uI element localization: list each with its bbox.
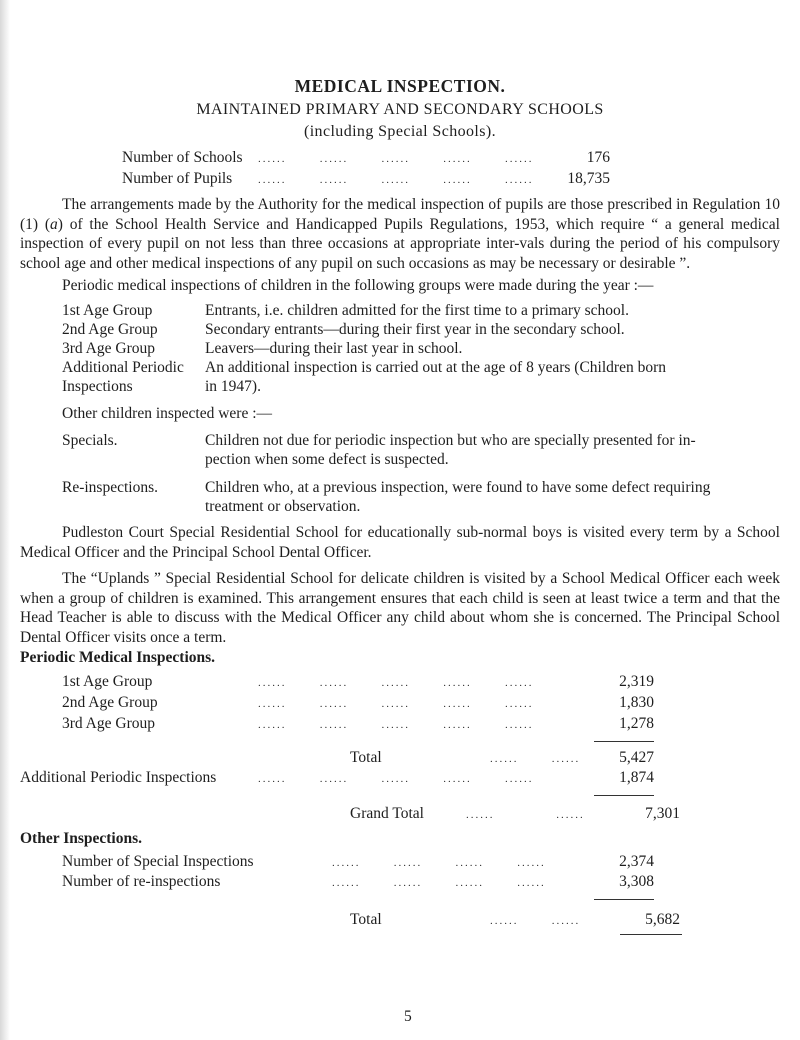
table-row-label: Number of re-inspections [62, 873, 221, 890]
other-intro: Other children inspected were :— [62, 405, 273, 422]
other-table-heading: Other Inspections. [20, 830, 143, 847]
grand-total-value: 7,301 [645, 805, 680, 822]
arrangements-text-b: ) of the School Health Service and Handicapped Pupils Regulations, 1953, which require “ a general medical inspection of every pupil on not less than three occasions at appropriate inter-vals during the period of his compulsory school age and other medical inspections of any pupil on such occasions as may be necessary or desirable ”. [20, 215, 780, 272]
count-label-pupils: Number of Pupils [122, 170, 233, 187]
table-row-label: Number of Special Inspections [62, 853, 254, 870]
periodic-intro: Periodic medical inspections of children in the following groups were made during the year :— [62, 277, 654, 294]
count-value-schools: 176 [586, 149, 610, 166]
leader-dots: ...... ...... ...... ...... ...... [258, 698, 534, 710]
additional-value: 1,874 [619, 769, 654, 786]
count-value-pupils: 18,735 [567, 170, 610, 187]
uplands-paragraph: The “Uplands ” Special Residential School for delicate children is visited by a School Medical Officer each week when a group of children is examined. This arrangement ensures that each child is seen at least twice a term and that the Head Teacher is able to discuss with the Medical Officer any child about whom she is concerned. The Principal School Dental Officer visits once a term. [20, 570, 780, 646]
other-desc-continued: treatment or observation. [205, 498, 361, 515]
table-row-value: 1,278 [619, 715, 654, 732]
arrangements-paragraph [20, 195, 780, 273]
total-value: 5,427 [619, 749, 654, 766]
page-number: 5 [404, 1008, 412, 1025]
leader-dots: ...... ...... ...... ...... ...... [258, 677, 534, 689]
leader-dots: ...... ...... [490, 753, 581, 765]
group-desc: Leavers—during their last year in school. [205, 340, 463, 357]
group-desc: Secondary entrants—during their first year in the secondary school. [205, 321, 625, 338]
group-term: 1st Age Group [62, 302, 153, 319]
other-total-label: Total [350, 911, 382, 928]
page-edge-shadow [0, 0, 10, 1040]
page-title: MEDICAL INSPECTION. [294, 76, 506, 96]
count-label-schools: Number of Schools [122, 149, 243, 166]
leader-dots: ...... ...... ...... ...... ...... [258, 719, 534, 731]
pudleston-paragraph: Pudleston Court Special Residential School for educationally sub-normal boys is visited every term by a School Medical Officer and the Principal School Dental Officer. [20, 524, 780, 561]
table-row-label: 2nd Age Group [62, 694, 158, 711]
group-desc: An additional inspection is carried out at the age of 8 years (Children born [205, 359, 666, 376]
leader-dots: ...... ...... ...... ...... ...... [258, 174, 534, 186]
sum-rule [594, 795, 654, 796]
leader-dots: ...... ...... ...... ...... [332, 877, 546, 889]
leader-dots: ...... ...... [466, 809, 585, 821]
table-row-value: 2,319 [619, 673, 654, 690]
group-term: 3rd Age Group [62, 340, 155, 357]
group-term-continued: Inspections [62, 378, 133, 395]
sum-rule [620, 934, 682, 935]
periodic-table-heading: Periodic Medical Inspections. [20, 649, 216, 666]
page-subtitle-note: (including Special Schools). [303, 123, 497, 140]
group-term: 2nd Age Group [62, 321, 158, 338]
sum-rule [594, 741, 654, 742]
other-desc-continued: pection when some defect is suspected. [205, 451, 449, 468]
group-desc-continued: in 1947). [205, 378, 261, 395]
group-term: Additional Periodic [62, 359, 184, 376]
arrangements-text-a: The arrangements made by the Authority for the medical inspection of pupils are those prescribed in Regulation 10 (1) ( [20, 196, 780, 233]
leader-dots: ...... ...... ...... ...... ...... [258, 773, 534, 785]
other-term: Re-inspections. [62, 479, 158, 496]
table-row-value: 3,308 [619, 873, 654, 890]
table-row-value: 2,374 [619, 853, 654, 870]
other-total-value: 5,682 [645, 911, 680, 928]
total-label: Total [350, 749, 382, 766]
other-desc: Children not due for periodic inspection but who are specially presented for in- [205, 432, 696, 449]
other-term: Specials. [62, 432, 118, 449]
arrangements-text-em: a [50, 215, 58, 233]
leader-dots: ...... ...... [490, 915, 581, 927]
table-row-label: 1st Age Group [62, 673, 153, 690]
sum-rule [594, 899, 654, 900]
additional-label: Additional Periodic Inspections [20, 769, 217, 786]
other-desc: Children who, at a previous inspection, were found to have some defect requiring [205, 479, 711, 496]
leader-dots: ...... ...... ...... ...... ...... [258, 153, 534, 165]
table-row-label: 3rd Age Group [62, 715, 155, 732]
leader-dots: ...... ...... ...... ...... [332, 857, 546, 869]
group-desc: Entrants, i.e. children admitted for the first time to a primary school. [205, 302, 629, 319]
grand-total-label: Grand Total [350, 805, 424, 822]
table-row-value: 1,830 [619, 694, 654, 711]
page-subtitle: MAINTAINED PRIMARY AND SECONDARY SCHOOLS [196, 101, 604, 118]
